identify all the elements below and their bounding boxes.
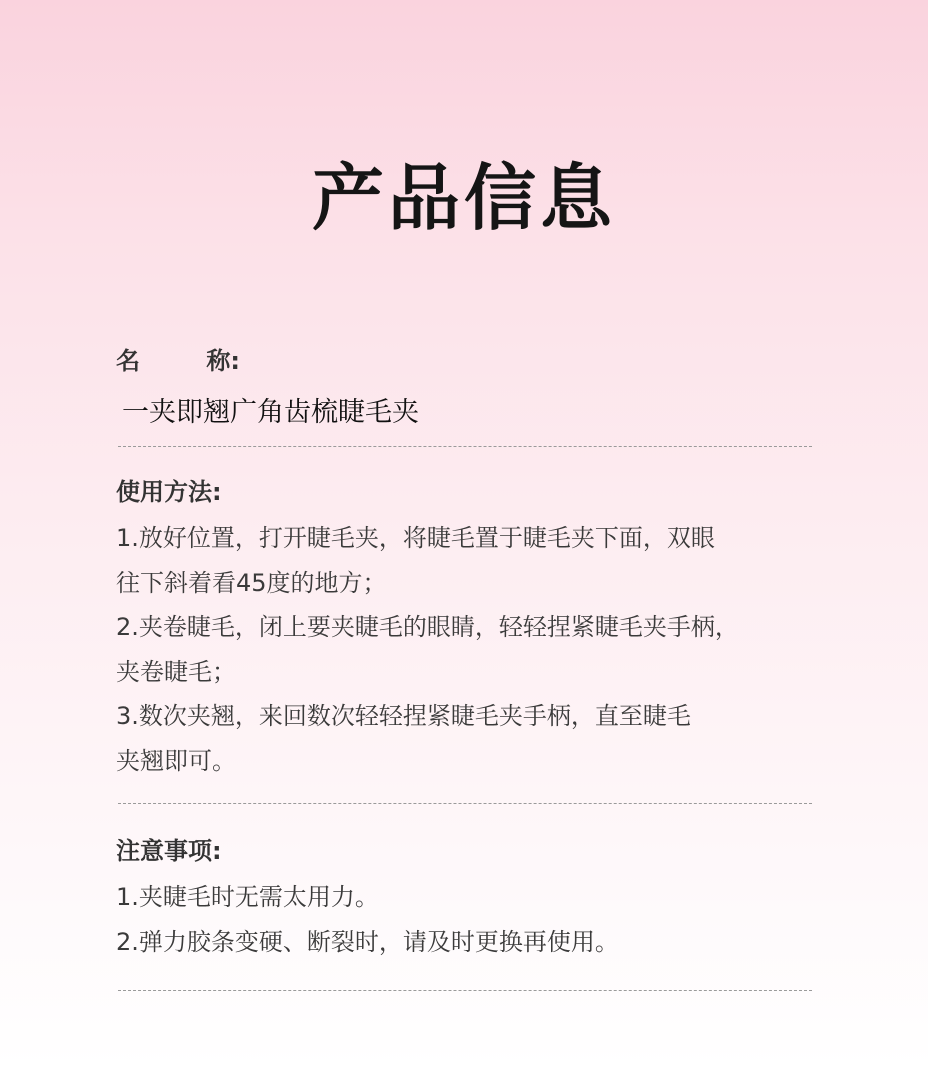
notes-line: 2.弹力胶条变硬、断裂时，请及时更换再使用。 (116, 927, 619, 956)
usage-line: 3.数次夹翘，来回数次轻轻捏紧睫毛夹手柄，直至睫毛 (116, 702, 691, 730)
product-name: 一夹即翘广角齿梳睫毛夹 (122, 397, 419, 428)
usage-label: 使用方法: (116, 478, 222, 506)
usage-line: 1.放好位置，打开睫毛夹，将睫毛置于睫毛夹下面，双眼 (116, 524, 715, 552)
name-section (116, 343, 816, 433)
usage-section (116, 474, 816, 783)
usage-line: 夹卷睫毛； (116, 657, 236, 686)
usage-line: 2.夹卷睫毛，闭上要夹睫毛的眼睛，轻轻捏紧睫毛夹手柄， (116, 613, 739, 641)
notes-lines (116, 875, 816, 964)
notes-line: 1.夹睫毛时无需太用力。 (116, 883, 379, 911)
notes-label: 注意事项: (116, 837, 222, 865)
divider-3 (118, 990, 812, 991)
name-label-char-1: 名 (116, 347, 140, 375)
usage-line: 夹翘即可。 (116, 746, 236, 775)
divider-2 (118, 803, 812, 804)
name-label (116, 343, 240, 379)
usage-line: 往下斜着看45度的地方； (116, 568, 387, 597)
usage-lines (116, 516, 816, 783)
page-title: 产品信息 (311, 155, 616, 240)
name-label-char-2: 称: (206, 347, 240, 375)
notes-section (116, 833, 816, 964)
divider-1 (118, 446, 812, 447)
